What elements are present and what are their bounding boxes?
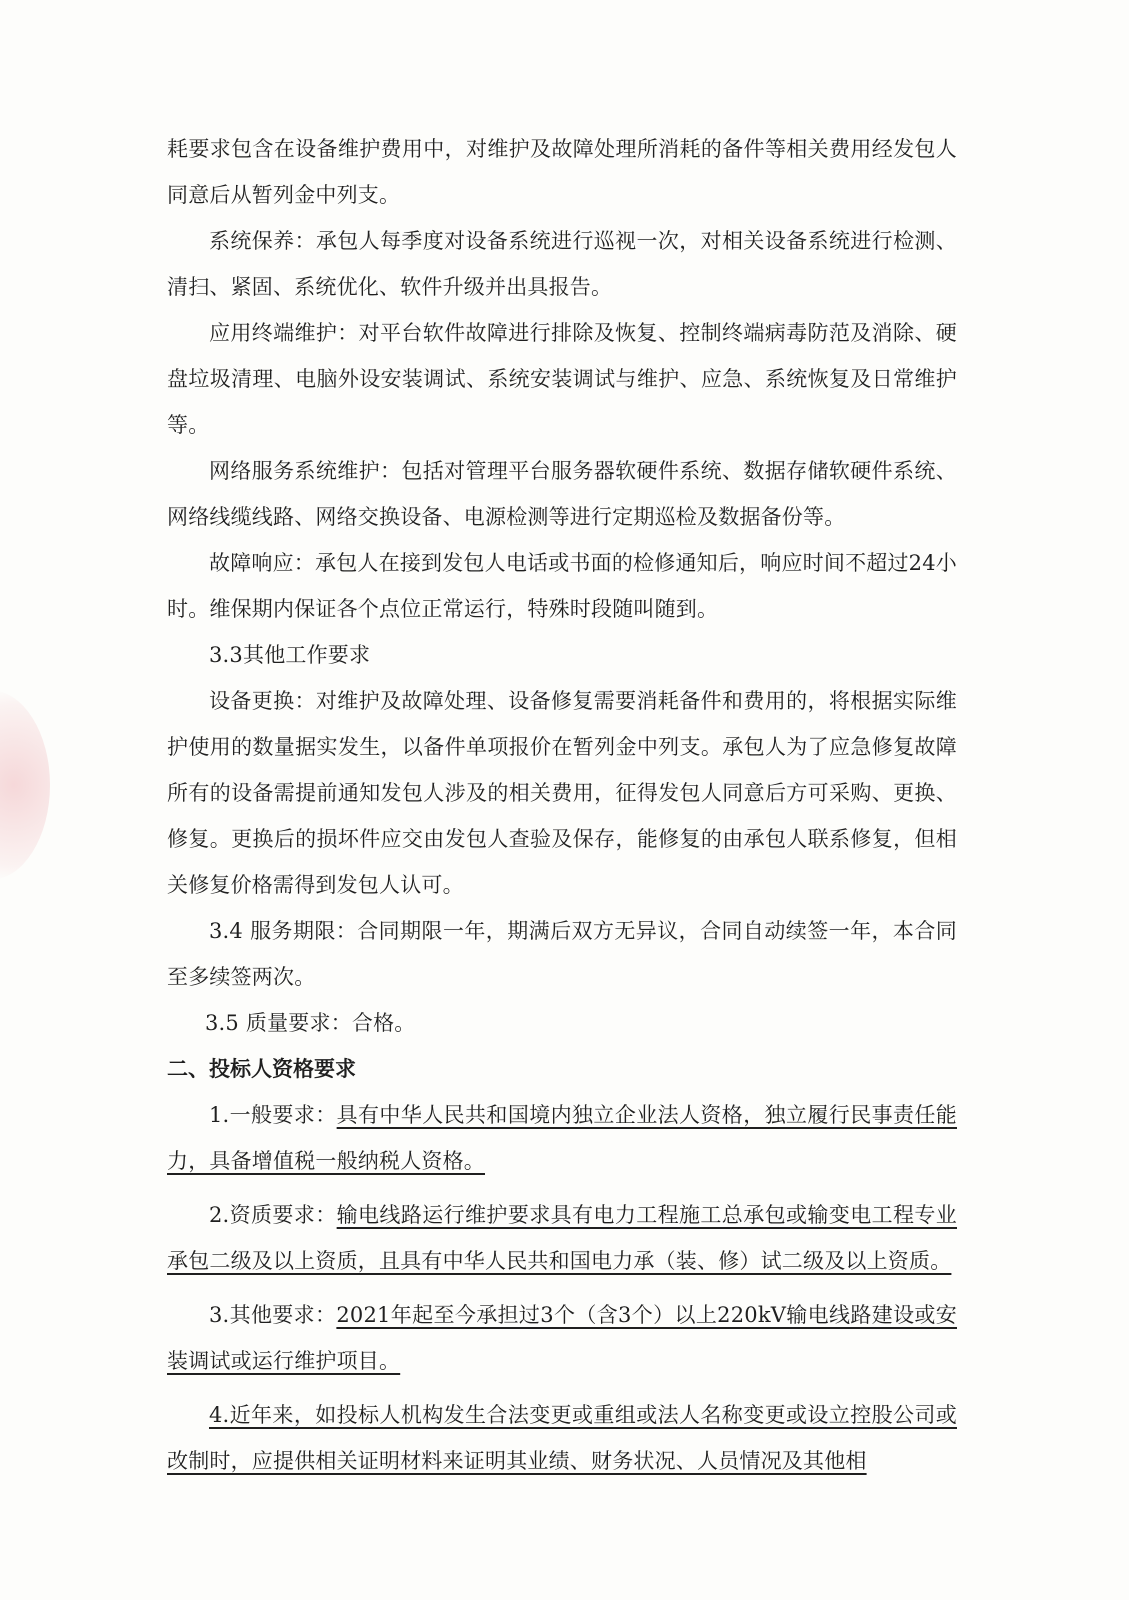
requirement-text: 4.近年来，如投标人机构发生合法变更或重组或法人名称变更或设立控股公司或改制时，应提供相关证明材料来证明其业绩、财务状况、人员情况及其他相 [167, 1403, 957, 1473]
requirement-other [167, 1292, 957, 1384]
paragraph-fault-response: 故障响应：承包人在接到发包人电话或书面的检修通知后，响应时间不超过24小时。维保期内保证各个点位正常运行，特殊时段随叫随到。 [167, 551, 957, 621]
requirement-organization-change [167, 1392, 957, 1484]
paragraph-terminal-maintenance: 应用终端维护：对平台软件故障进行排除及恢复、控制终端病毒防范及消除、硬盘垃圾清理、电脑外设安装调试、系统安装调试与维护、应急、系统恢复及日常维护等。 [167, 321, 957, 437]
requirement-label: 1.一般要求： [209, 1103, 337, 1127]
paragraph-maintenance-cost: 耗要求包含在设备维护费用中，对维护及故障处理所消耗的备件等相关费用经发包人同意后从暂列金中列支。 [167, 137, 957, 207]
subheading-other-requirements: 3.3其他工作要求 [209, 643, 371, 667]
red-seal-stamp-fragment [0, 690, 50, 880]
requirement-qualification [167, 1192, 957, 1284]
requirement-label: 3.其他要求： [209, 1303, 337, 1327]
paragraph-quality: 3.5 质量要求：合格。 [205, 1011, 416, 1035]
document-body [167, 126, 957, 1484]
paragraph-network-maintenance: 网络服务系统维护：包括对管理平台服务器软硬件系统、数据存储软硬件系统、网络线缆线路、网络交换设备、电源检测等进行定期巡检及数据备份等。 [167, 459, 957, 529]
requirement-text: 2021年起至今承担过3个（含3个）以上220kV输电线路建设或安装调试或运行维护项目。 [167, 1303, 957, 1373]
requirement-text: 输电线路运行维护要求具有电力工程施工总承包或输变电工程专业承包二级及以上资质，且具有中华人民共和国电力承（装、修）试二级及以上资质。 [167, 1203, 957, 1273]
paragraph-system-maintenance: 系统保养：承包人每季度对设备系统进行巡视一次，对相关设备系统进行检测、清扫、紧固、系统优化、软件升级并出具报告。 [167, 229, 957, 299]
requirement-text: 具有中华人民共和国境内独立企业法人资格，独立履行民事责任能力，具备增值税一般纳税人资格。 [167, 1103, 957, 1173]
section-heading-bidder-qualification: 二、投标人资格要求 [167, 1056, 356, 1081]
requirement-label: 2.资质要求： [209, 1203, 337, 1227]
paragraph-equipment-replacement: 设备更换：对维护及故障处理、设备修复需要消耗备件和费用的，将根据实际维护使用的数量据实发生，以备件单项报价在暂列金中列支。承包人为了应急修复故障所有的设备需提前通知发包人涉及的相关费用，征得发包人同意后方可采购、更换、修复。更换后的损坏件应交由发包人查验及保存，能修复的由承包人联系修复，但相关修复价格需得到发包人认可。 [167, 689, 957, 897]
requirement-general [167, 1092, 957, 1184]
paragraph-service-period: 3.4 服务期限：合同期限一年，期满后双方无异议，合同自动续签一年，本合同至多续签两次。 [167, 919, 957, 989]
